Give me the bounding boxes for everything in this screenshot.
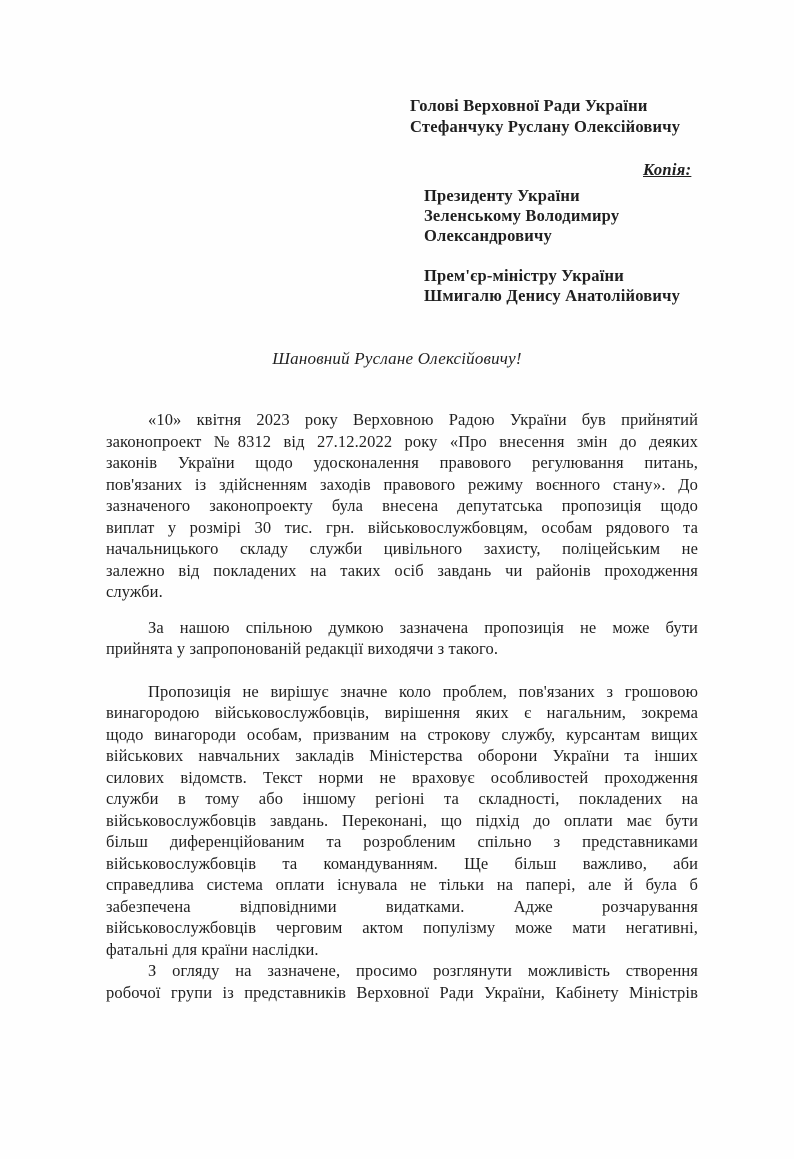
text-line: військовослужбовців завдань. Переконані, що підхід до оплати має бути bbox=[106, 810, 698, 830]
letter-body bbox=[106, 409, 698, 1003]
recipient-line: Голові Верховної Ради України bbox=[410, 96, 648, 115]
text-line: законопроект №8312 від 27.12.2022 року «Про внесення змін до деяких bbox=[106, 431, 698, 451]
text-line: служби. bbox=[106, 582, 163, 601]
copy-label: Копія: bbox=[643, 160, 692, 179]
text-line: За нашою спільною думкою зазначена пропозиція не може бути bbox=[148, 617, 698, 637]
recipient-line: Олександровичу bbox=[424, 226, 552, 245]
text-line: більш диференційованим та розробленим спільно з представниками bbox=[106, 832, 698, 851]
text-line: прийнята у запропонованій редакції виходячи з такого. bbox=[106, 639, 499, 658]
text-line: фатальні для країни наслідки. bbox=[106, 939, 319, 959]
recipient-line: Шмигалю Денису Анатолійовичу bbox=[424, 286, 681, 305]
text-line: силових відомств. Текст норми не враховує особливостей проходження bbox=[106, 767, 698, 787]
text-line: З огляду на зазначене, просимо розглянути можливість створення bbox=[148, 961, 698, 980]
recipient-primary-block bbox=[410, 95, 680, 137]
paragraph bbox=[106, 960, 698, 1003]
text-line: пов'язаних із здійсненням заходів правового режиму воєнного стану». До bbox=[106, 474, 698, 494]
text-line: залежно від покладених на таких осіб завдань чи районів проходження bbox=[106, 560, 698, 580]
text-line: начальницького складу служби цивільного захисту, поліцейським не bbox=[106, 539, 698, 558]
recipient-line: Президенту України bbox=[424, 186, 580, 205]
text-line: законів України щодо удосконалення правового регулювання питань, bbox=[106, 453, 698, 472]
recipient-line: Зеленському Володимиру bbox=[424, 206, 620, 225]
recipient-copy-president-block bbox=[424, 186, 619, 246]
text-line: зазначеного законопроекту була внесена депутатська пропозиція щодо bbox=[106, 496, 698, 515]
text-line: «10» квітня 2023 року Верховною Радою України був прийнятий bbox=[148, 410, 698, 429]
salutation: Шановний Руслане Олексійовичу! bbox=[272, 349, 522, 368]
text-line: щодо винагороди особам, призваним на строкову службу, курсантам вищих bbox=[106, 724, 698, 744]
text-line: винагородою військовослужбовців, вирішення яких є нагальним, зокрема bbox=[106, 703, 698, 722]
text-line: військових навчальних закладів Міністерства оборони України та інших bbox=[106, 746, 698, 765]
text-line: військовослужбовців та командуванням. Ще більш важливо, аби bbox=[106, 853, 698, 873]
recipient-line: Стефанчуку Руслану Олексійовичу bbox=[410, 117, 681, 136]
text-line: забезпечена відповідними видатками. Адже розчарування bbox=[106, 896, 698, 916]
text-line: робочої групи із представників Верховної Ради України, Кабінету Міністрів bbox=[106, 982, 698, 1002]
recipient-copy-prime-minister-block bbox=[424, 266, 680, 306]
recipient-line: Прем'єр-міністру України bbox=[424, 266, 624, 285]
text-line: виплат у розмірі 30 тис. грн. військовослужбовцям, особам рядового та bbox=[106, 517, 698, 537]
paragraph bbox=[106, 681, 698, 961]
text-line: Пропозиція не вирішує значне коло проблем, пов'язаних з грошовою bbox=[148, 681, 698, 701]
paragraph bbox=[106, 409, 698, 603]
text-line: служби в тому або іншому регіоні та складності, покладених на bbox=[106, 789, 698, 808]
paragraph bbox=[106, 617, 698, 660]
text-line: справедлива система оплати існувала не тільки на папері, але й була б bbox=[106, 875, 698, 894]
text-line: військовослужбовців черговим актом популізму може мати негативні, bbox=[106, 918, 698, 937]
